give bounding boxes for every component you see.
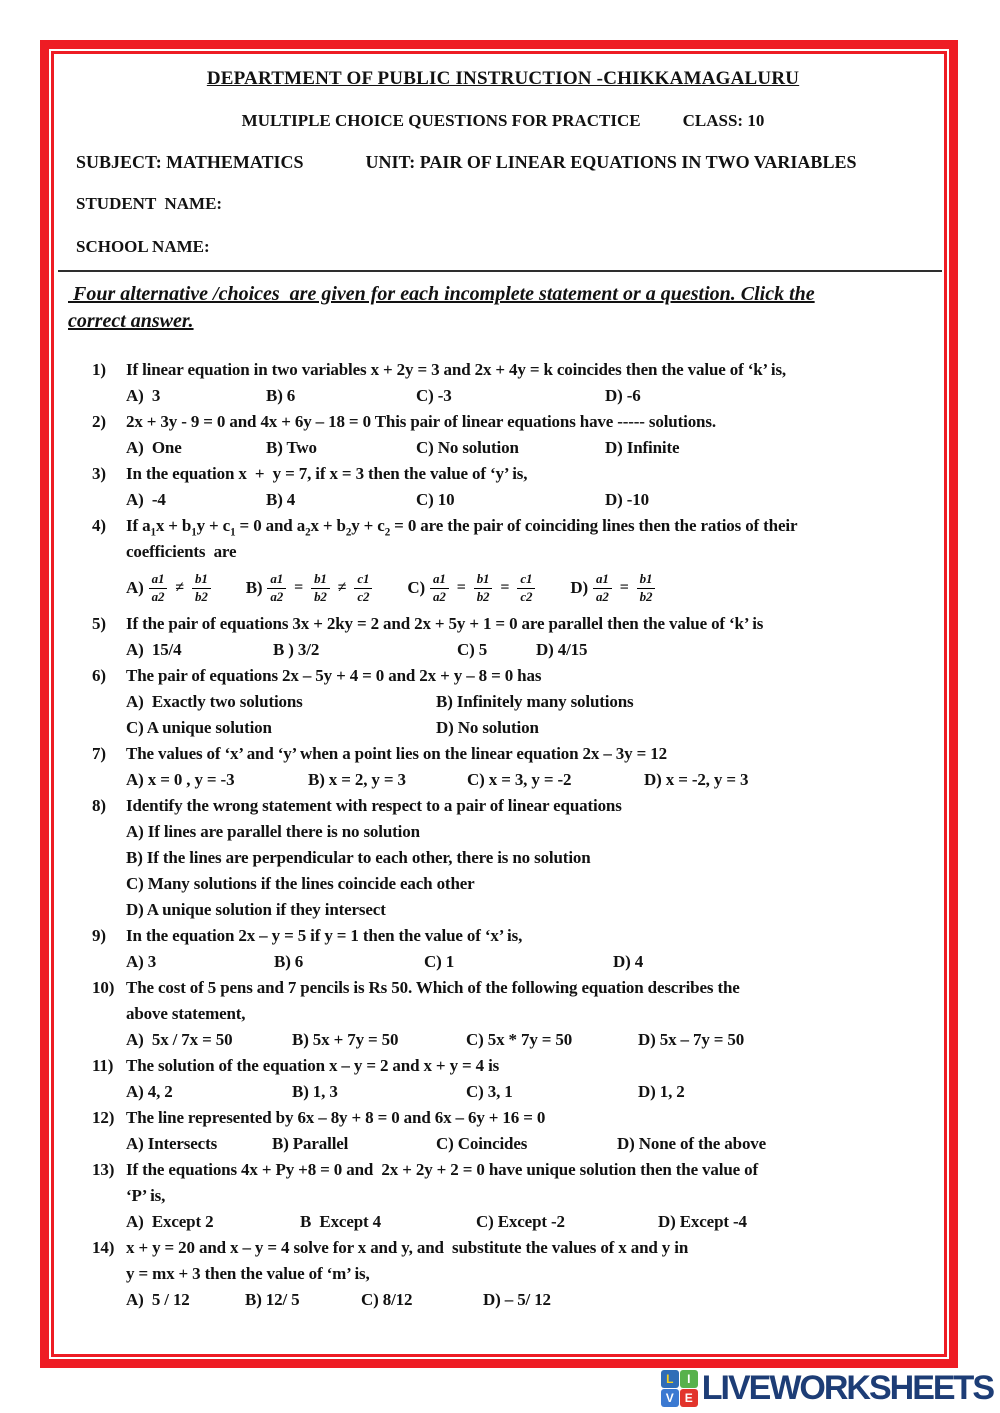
answer-option[interactable]: D) x = -2, y = 3 bbox=[644, 770, 749, 789]
question-4 bbox=[92, 513, 938, 611]
answer-option[interactable]: B Except 4 bbox=[300, 1212, 381, 1231]
questions-list bbox=[68, 357, 938, 1313]
question-text: The pair of equations 2x – 5y + 4 = 0 and 2x + y – 8 = 0 has bbox=[126, 666, 542, 685]
question-number: 1) bbox=[92, 360, 106, 379]
math-operator: ≠ bbox=[175, 579, 184, 596]
answer-option[interactable]: D) No solution bbox=[436, 718, 539, 737]
answer-option[interactable]: B ) 3/2 bbox=[273, 640, 320, 659]
fraction: $\frac{b1}{b2}$ bbox=[311, 572, 330, 605]
document-subtitle-row bbox=[68, 108, 938, 134]
question-text: Identify the wrong statement with respect to a pair of linear equations bbox=[126, 796, 622, 815]
fraction: $\frac{b1}{b2}$ bbox=[637, 572, 656, 605]
answer-option[interactable]: D) – 5/ 12 bbox=[483, 1290, 551, 1309]
class-label: CLASS: 10 bbox=[682, 111, 765, 130]
answer-option[interactable]: B) 5x + 7y = 50 bbox=[292, 1030, 399, 1049]
question-text: x + y = 20 and x – y = 4 solve for x and y, and substitute the values of x and y in bbox=[126, 1238, 689, 1257]
answer-option[interactable]: B) Two bbox=[266, 438, 317, 457]
school-name-label[interactable]: SCHOOL NAME: bbox=[76, 237, 210, 256]
question-text: The values of ‘x’ and ‘y’ when a point lies on the linear equation 2x – 3y = 12 bbox=[126, 744, 667, 763]
answer-option[interactable]: C) Except -2 bbox=[476, 1212, 565, 1231]
document-title: DEPARTMENT OF PUBLIC INSTRUCTION -CHIKKAMAGALURU bbox=[206, 68, 800, 89]
answer-option[interactable]: D) -10 bbox=[605, 490, 649, 509]
question-13 bbox=[92, 1157, 938, 1235]
question-3 bbox=[92, 461, 938, 513]
divider-line bbox=[58, 270, 942, 272]
answer-option-label[interactable]: D) bbox=[570, 578, 588, 597]
answer-option-label[interactable]: A) bbox=[126, 578, 144, 597]
page-border bbox=[40, 40, 958, 1368]
logo-tile-l: L bbox=[661, 1370, 679, 1388]
answer-option[interactable]: A) One bbox=[126, 438, 182, 457]
question-number: 5) bbox=[92, 614, 106, 633]
fraction: $\frac{b1}{b2}$ bbox=[192, 572, 211, 605]
question-number: 11) bbox=[92, 1056, 114, 1075]
logo-tile-i: I bbox=[680, 1370, 698, 1388]
question-number: 12) bbox=[92, 1108, 115, 1127]
question-text: above statement, bbox=[126, 1004, 246, 1023]
answer-option-label[interactable]: C) bbox=[407, 578, 426, 597]
question-11 bbox=[92, 1053, 938, 1105]
answer-option[interactable]: D) 1, 2 bbox=[638, 1082, 685, 1101]
answer-option[interactable]: A) Intersects bbox=[126, 1134, 218, 1153]
question-number: 9) bbox=[92, 926, 106, 945]
instruction-block bbox=[68, 281, 938, 335]
answer-option[interactable]: A) 5 / 12 bbox=[126, 1290, 190, 1309]
answer-option[interactable]: D) 4/15 bbox=[536, 640, 588, 659]
question-5 bbox=[92, 611, 938, 663]
answer-option[interactable]: B) 6 bbox=[266, 386, 296, 405]
fraction: $\frac{a1}{a2}$ bbox=[267, 572, 286, 605]
answer-option[interactable]: B) Infinitely many solutions bbox=[436, 692, 634, 711]
question-text: In the equation 2x – y = 5 if y = 1 then the value of ‘x’ is, bbox=[126, 926, 523, 945]
answer-option[interactable]: C) 3, 1 bbox=[466, 1082, 513, 1101]
question-text: The line represented by 6x – 8y + 8 = 0 and 6x – 6y + 16 = 0 bbox=[126, 1108, 546, 1127]
question-text: In the equation x + y = 7, if x = 3 then the value of ‘y’ is, bbox=[126, 464, 528, 483]
answer-option[interactable]: B) x = 2, y = 3 bbox=[308, 770, 406, 789]
liveworksheets-icon bbox=[661, 1370, 698, 1407]
answer-option[interactable]: A) Except 2 bbox=[126, 1212, 214, 1231]
question-text: y = mx + 3 then the value of ‘m’ is, bbox=[126, 1264, 370, 1283]
fraction: $\frac{a1}{a2}$ bbox=[593, 572, 612, 605]
unit-label: UNIT: PAIR OF LINEAR EQUATIONS IN TWO VARIABLES bbox=[365, 152, 857, 172]
question-number: 2) bbox=[92, 412, 106, 431]
math-operator: = bbox=[500, 579, 510, 596]
answer-option[interactable]: D) A unique solution if they intersect bbox=[126, 900, 386, 919]
question-text: If the equations 4x + Py +8 = 0 and 2x + 2y + 2 = 0 have unique solution then the value of bbox=[126, 1160, 758, 1179]
answer-option[interactable]: C) Coincides bbox=[436, 1134, 528, 1153]
question-text: If linear equation in two variables x + 2y = 3 and 2x + 4y = k coincides then the value of ‘k’ is, bbox=[126, 360, 787, 379]
instruction-line-1: Four alternative /choices are given for each incomplete statement or a question. Click the bbox=[68, 283, 815, 305]
question-1 bbox=[92, 357, 938, 409]
question-12 bbox=[92, 1105, 938, 1157]
math-operator: ≠ bbox=[337, 579, 347, 596]
question-text: If $a_1x + b_1y + c_1 = 0$ and $a_2x + b_2y + c_2 = 0$ are the pair of coinciding lines then the ratios of their bbox=[126, 516, 798, 539]
answer-option[interactable]: A) 15/4 bbox=[126, 640, 182, 659]
question-number: 10) bbox=[92, 978, 115, 997]
answer-option[interactable]: C) 10 bbox=[416, 490, 455, 509]
answer-option[interactable]: C) x = 3, y = -2 bbox=[467, 770, 572, 789]
logo-tile-e: E bbox=[680, 1389, 698, 1407]
logo-tile-v: V bbox=[661, 1389, 679, 1407]
answer-option[interactable]: B) 6 bbox=[274, 952, 304, 971]
answer-option[interactable]: A) 3 bbox=[126, 952, 157, 971]
math-operator: = bbox=[619, 579, 629, 596]
question-text: The cost of 5 pens and 7 pencils is Rs 50. Which of the following equation describes the bbox=[126, 978, 740, 997]
subtitle-text: MULTIPLE CHOICE QUESTIONS FOR PRACTICE bbox=[241, 111, 641, 130]
answer-option[interactable]: D) None of the above bbox=[617, 1134, 767, 1153]
question-number: 13) bbox=[92, 1160, 115, 1179]
question-number: 4) bbox=[92, 516, 106, 535]
answer-option[interactable]: C) Many solutions if the lines coincide each other bbox=[126, 874, 475, 893]
question-number: 6) bbox=[92, 666, 106, 685]
question-text: The solution of the equation x – y = 2 and x + y = 4 is bbox=[126, 1056, 500, 1075]
question-number: 7) bbox=[92, 744, 106, 763]
question-text: ‘P’ is, bbox=[126, 1186, 166, 1205]
answer-option[interactable]: B) Parallel bbox=[272, 1134, 349, 1153]
answer-option[interactable]: A) -4 bbox=[126, 490, 166, 509]
answer-option[interactable]: C) -3 bbox=[416, 386, 452, 405]
fraction: $\frac{a1}{a2}$ bbox=[149, 572, 168, 605]
answer-option[interactable]: D) Infinite bbox=[605, 438, 680, 457]
answer-option[interactable]: B) 4 bbox=[266, 490, 296, 509]
answer-option[interactable]: D) Except -4 bbox=[658, 1212, 747, 1231]
answer-option[interactable]: B) If the lines are perpendicular to each other, there is no solution bbox=[126, 848, 591, 867]
page-border-inner bbox=[51, 51, 947, 1357]
answer-option[interactable]: C) A unique solution bbox=[126, 718, 272, 737]
answer-option[interactable]: D) 5x – 7y = 50 bbox=[638, 1030, 745, 1049]
answer-option[interactable]: C) 5 bbox=[457, 640, 488, 659]
math-operator: = bbox=[456, 579, 466, 596]
liveworksheets-logo bbox=[661, 1366, 993, 1410]
instruction-line-2: correct answer. bbox=[68, 310, 194, 332]
question-10 bbox=[92, 975, 938, 1053]
answer-option[interactable]: A) 4, 2 bbox=[126, 1082, 173, 1101]
answer-option[interactable]: B) 1, 3 bbox=[292, 1082, 338, 1101]
question-8 bbox=[92, 793, 938, 923]
fraction: $\frac{b1}{b2}$ bbox=[474, 572, 493, 605]
answer-option[interactable]: A) x = 0 , y = -3 bbox=[126, 770, 235, 789]
answer-option[interactable]: A) If lines are parallel there is no solution bbox=[126, 822, 420, 841]
answer-option[interactable]: A) 5x / 7x = 50 bbox=[126, 1030, 233, 1049]
question-text: If the pair of equations 3x + 2ky = 2 and 2x + 5y + 1 = 0 are parallel then the value of ‘k’ is bbox=[126, 614, 764, 633]
subject-unit-row bbox=[68, 149, 938, 175]
question-number: 8) bbox=[92, 796, 106, 815]
question-9 bbox=[92, 923, 938, 975]
answer-option[interactable]: D) -6 bbox=[605, 386, 641, 405]
answer-option-label[interactable]: B) bbox=[245, 578, 263, 597]
math-operator: = bbox=[294, 579, 304, 596]
question-2 bbox=[92, 409, 938, 461]
question-7 bbox=[92, 741, 938, 793]
answer-option[interactable]: C) No solution bbox=[416, 438, 519, 457]
question-text: coefficients are bbox=[126, 542, 237, 561]
question-14 bbox=[92, 1235, 938, 1313]
fraction: $\frac{c1}{c2}$ bbox=[354, 572, 372, 605]
answer-option[interactable]: C) 8/12 bbox=[361, 1290, 413, 1309]
question-text: 2x + 3y - 9 = 0 and 4x + 6y – 18 = 0 This pair of linear equations have ----- solutions. bbox=[126, 412, 716, 431]
subject-label: SUBJECT: MATHEMATICS bbox=[76, 152, 304, 172]
question-number: 14) bbox=[92, 1238, 115, 1257]
student-name-label[interactable]: STUDENT NAME: bbox=[76, 194, 223, 213]
question-number: 3) bbox=[92, 464, 106, 483]
liveworksheets-wordmark: LIVEWORKSHEETS bbox=[701, 1368, 993, 1407]
fraction: $\frac{a1}{a2}$ bbox=[430, 572, 449, 605]
answer-option[interactable]: C) 5x * 7y = 50 bbox=[466, 1030, 573, 1049]
answer-option[interactable]: D) 4 bbox=[613, 952, 644, 971]
question-6 bbox=[92, 663, 938, 741]
answer-option[interactable]: A) 3 bbox=[126, 386, 161, 405]
fraction: $\frac{c1}{c2}$ bbox=[517, 572, 535, 605]
answer-option[interactable]: A) Exactly two solutions bbox=[126, 692, 303, 711]
answer-option[interactable]: B) 12/ 5 bbox=[245, 1290, 300, 1309]
answer-option[interactable]: C) 1 bbox=[424, 952, 455, 971]
